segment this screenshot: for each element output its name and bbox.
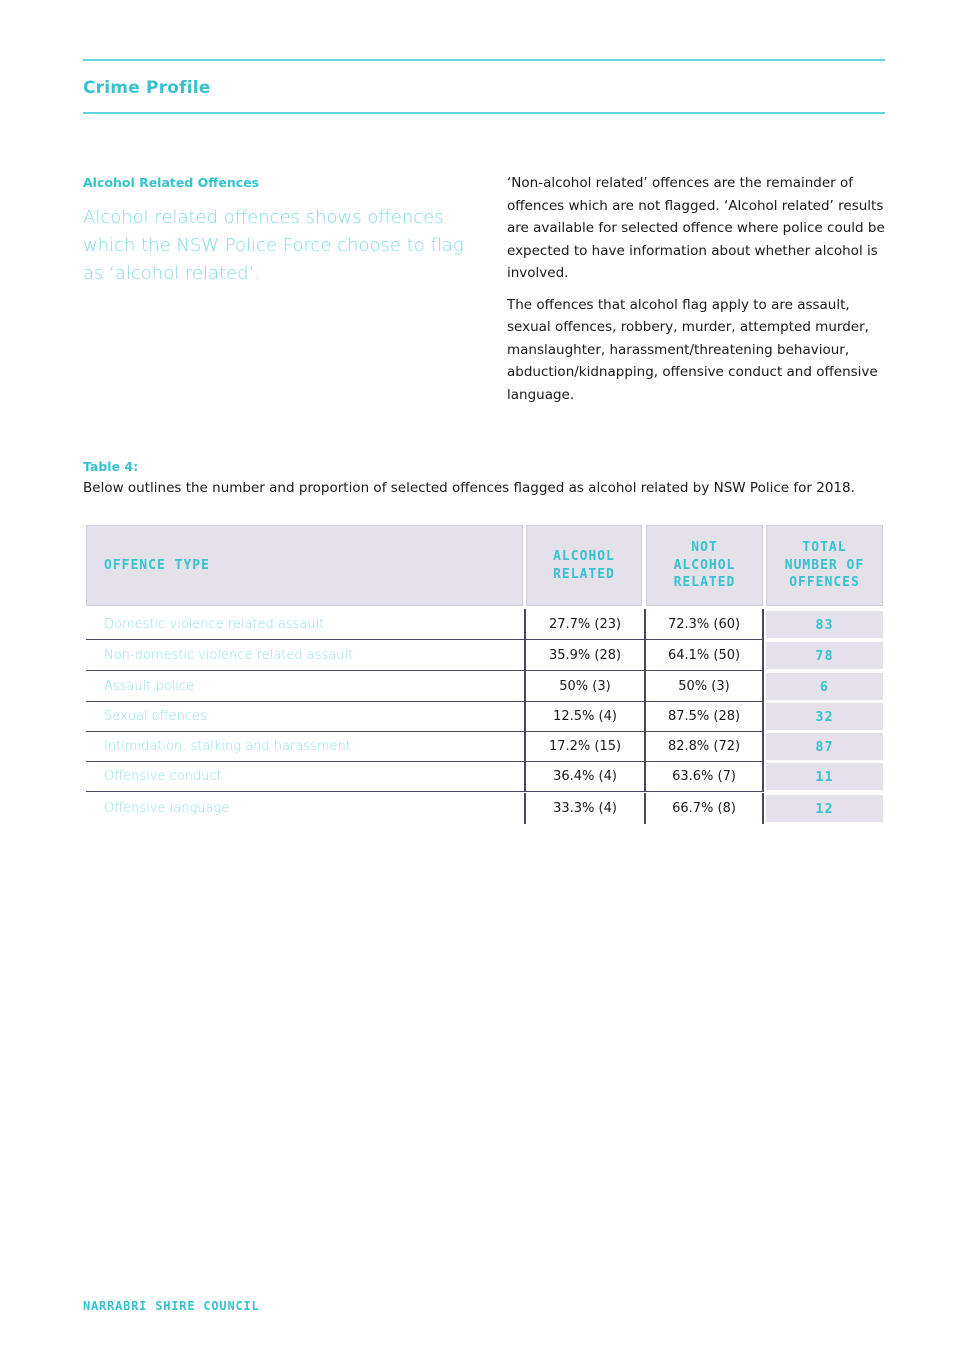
not-alcohol-related-value: 63.6% (7) bbox=[644, 761, 764, 792]
total-value: 87 bbox=[766, 733, 883, 760]
table-row bbox=[86, 640, 883, 671]
header-not-alcohol-related-label: NOT ALCOHOL RELATED bbox=[673, 540, 736, 591]
page-title: Crime Profile bbox=[83, 78, 211, 98]
footer-council-name: NARRABRI SHIRE COUNCIL bbox=[83, 1299, 260, 1313]
offence-name: Offensive conduct bbox=[86, 761, 524, 792]
alcohol-related-value: 50% (3) bbox=[524, 671, 644, 702]
not-alcohol-related-value: 50% (3) bbox=[644, 671, 764, 702]
header-bottom-rule bbox=[83, 112, 885, 114]
alcohol-related-value: 35.9% (28) bbox=[524, 640, 644, 671]
table-row bbox=[86, 671, 883, 702]
not-alcohol-related-value: 72.3% (60) bbox=[644, 609, 764, 640]
not-alcohol-related-value: 87.5% (28) bbox=[644, 701, 764, 732]
offence-name: Sexual offences bbox=[86, 701, 524, 732]
offence-name: Assault police bbox=[86, 671, 524, 702]
table-label: Table 4: bbox=[83, 459, 139, 474]
offence-name: Offensive language bbox=[104, 801, 230, 816]
offence-name: Non-domestic violence related assault bbox=[86, 640, 524, 671]
section-heading: Alcohol Related Offences bbox=[83, 175, 260, 190]
table-row bbox=[86, 609, 883, 640]
lead-paragraph: Alcohol related offences shows offences which the NSW Police Force choose to flag as ‘alcohol related’. bbox=[83, 207, 464, 284]
header-total-offences bbox=[766, 525, 883, 606]
alcohol-related-value: 36.4% (4) bbox=[524, 761, 644, 792]
alcohol-related-value: 27.7% (23) bbox=[524, 609, 644, 640]
total-value: 6 bbox=[766, 673, 883, 700]
header-alcohol-related bbox=[526, 525, 642, 606]
header-alcohol-related-label: ALCOHOL RELATED bbox=[553, 549, 615, 582]
total-value: 12 bbox=[766, 795, 883, 822]
table-caption: Below outlines the number and proportion of selected offences flagged as alcohol related by NSW Police for 2018. bbox=[83, 480, 855, 496]
total-value: 78 bbox=[766, 642, 883, 669]
total-value: 83 bbox=[766, 611, 883, 638]
table-row bbox=[86, 761, 883, 792]
body-paragraph: The offences that alcohol flag apply to are assault, sexual offences, robbery, murder, attempted murder, manslaughter, harassment/threatening behaviour, abduction/kidnapping, offensive conduct and offensive language. bbox=[507, 296, 878, 403]
total-value: 11 bbox=[766, 763, 883, 790]
alcohol-related-value: 33.3% (4) bbox=[524, 793, 644, 824]
offence-name: Intimidation, stalking and harassment bbox=[86, 731, 524, 762]
header-top-rule bbox=[83, 59, 885, 61]
total-value: 32 bbox=[766, 703, 883, 730]
table-row bbox=[86, 793, 883, 824]
alcohol-related-value: 17.2% (15) bbox=[524, 731, 644, 762]
body-paragraph: ‘Non-alcohol related’ offences are the remainder of offences which are not flagged. ‘Alcohol related’ results are available for selected offence where police could be expected to have information about whether alcohol is involved. bbox=[507, 175, 885, 281]
header-offence-type: OFFENCE TYPE bbox=[86, 525, 523, 606]
not-alcohol-related-value: 64.1% (50) bbox=[644, 640, 764, 671]
header-total-offences-label: TOTAL NUMBER OF OFFENCES bbox=[784, 540, 865, 591]
offence-name: Domestic violence related assault bbox=[86, 609, 524, 640]
alcohol-related-value: 12.5% (4) bbox=[524, 701, 644, 732]
body-text-column bbox=[507, 172, 885, 415]
header-not-alcohol-related bbox=[646, 525, 763, 606]
table-row bbox=[86, 701, 883, 732]
table-row bbox=[86, 731, 883, 762]
not-alcohol-related-value: 66.7% (8) bbox=[644, 793, 764, 824]
not-alcohol-related-value: 82.8% (72) bbox=[644, 731, 764, 762]
